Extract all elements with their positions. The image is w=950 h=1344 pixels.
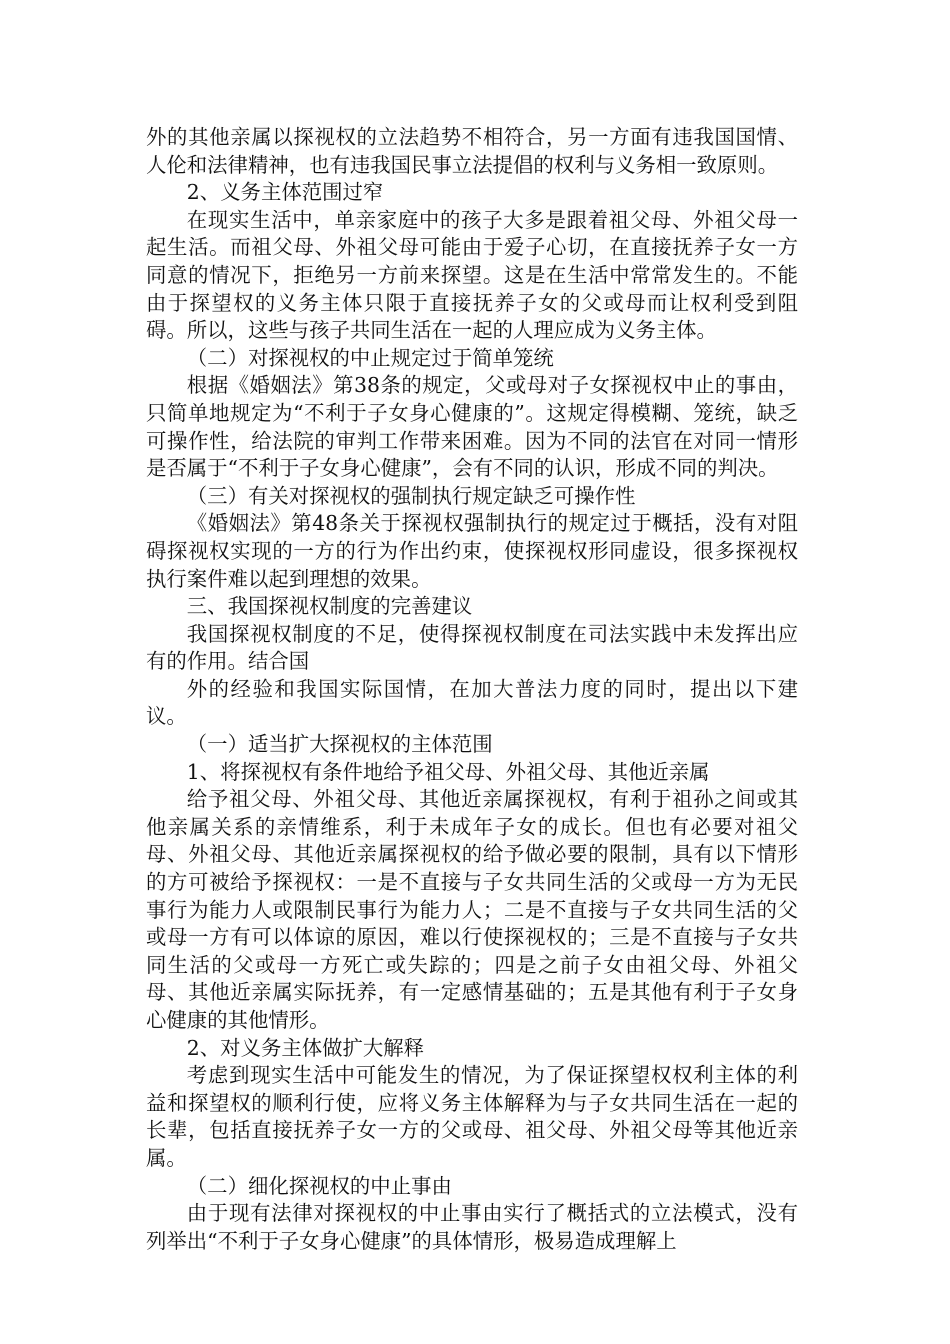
subheading-expand-obligation: 2、对义务主体做扩大解释 [186, 1035, 425, 1060]
paragraph: 我国探视权制度的不足，使得探视权制度在司法实践中未发挥出应有的作用。结合国 [146, 621, 798, 674]
paragraph: 在现实生活中，单亲家庭中的孩子大多是跟着祖父母、外祖父母一起生活。而祖父母、外祖父母可能由于爱子心切，在直接抚养子女一方同意的情况下，拒绝另一方前来探望。这是在生活中常常发生的。不能由于探望权的义务主体只限于直接抚养子女的父或母而让权利受到阻碍。所以，这些与孩子共同生活在一起的人理应成为义务主体。 [146, 207, 798, 343]
paragraph: 外的经验和我国实际国情，在加大普法力度的同时，提出以下建议。 [146, 676, 798, 729]
subheading-suspension-rules: （二）对探视权的中止规定过于简单笼统 [186, 345, 554, 370]
paragraph: 给予祖父母、外祖父母、其他近亲属探视权，有利于祖孙之间或其他亲属关系的亲情维系，利于未成年子女的成长。但也有必要对祖父母、外祖父母、其他近亲属探视权的给予做必要的限制，具有以下情形的方可被给予探视权：一是不直接与子女共同生活的父或母一方为无民事行为能力人或限制民事行为能力人；二是不直接与子女共同生活的父或母一方有可以体谅的原因，难以行使探视权的；三是不直接与子女共同生活的父或母一方死亡或失踪的；四是之前子女由祖父母、外祖父母、其他近亲属实际抚养，有一定感情基础的；五是其他有利于子女身心健康的其他情形。 [146, 787, 798, 1032]
paragraph: 考虑到现实生活中可能发生的情况，为了保证探望权权利主体的利益和探望权的顺利行使，应将义务主体解释为与子女共同生活在一起的长辈，包括直接抚养子女一方的父或母、祖父母、外祖父母等其他近亲属。 [146, 1063, 798, 1170]
subheading-expand-subjects: （一）适当扩大探视权的主体范围 [186, 732, 493, 757]
section-heading-suggestions: 三、我国探视权制度的完善建议 [186, 594, 473, 619]
paragraph: 《婚姻法》第48条关于探视权强制执行的规定过于概括，没有对阻碍探视权实现的一方的行为作出约束，使探视权形同虚设，很多探视权执行案件难以起到理想的效果。 [146, 511, 798, 591]
paragraph-continuation: 外的其他亲属以探视权的立法趋势不相符合，另一方面有违我国国情、人伦和法律精神，也有违我国民事立法提倡的权利与义务相一致原则。 [146, 125, 798, 177]
subheading-enforcement: （三）有关对探视权的强制执行规定缺乏可操作性 [186, 483, 636, 508]
paragraph: 由于现有法律对探视权的中止事由实行了概括式的立法模式，没有列举出“不利于子女身心健康”的具体情形，极易造成理解上 [146, 1201, 798, 1253]
subheading-grant-relatives: 1、将探视权有条件地给予祖父母、外祖父母、其他近亲属 [186, 759, 710, 784]
paragraph: 根据《婚姻法》第38条的规定，父或母对子女探视权中止的事由，只简单地规定为“不利于子女身心健康的”。这规定得模糊、笼统，缺乏可操作性，给法院的审判工作带来困难。因为不同的法官在对同一情形是否属于“不利于子女身心健康”，会有不同的认识，形成不同的判决。 [146, 373, 798, 481]
subheading-obligation-subject: 2、义务主体范围过窄 [186, 180, 384, 205]
subheading-refine-suspension: （二）细化探视权的中止事由 [186, 1173, 452, 1198]
document-body [146, 124, 798, 1255]
